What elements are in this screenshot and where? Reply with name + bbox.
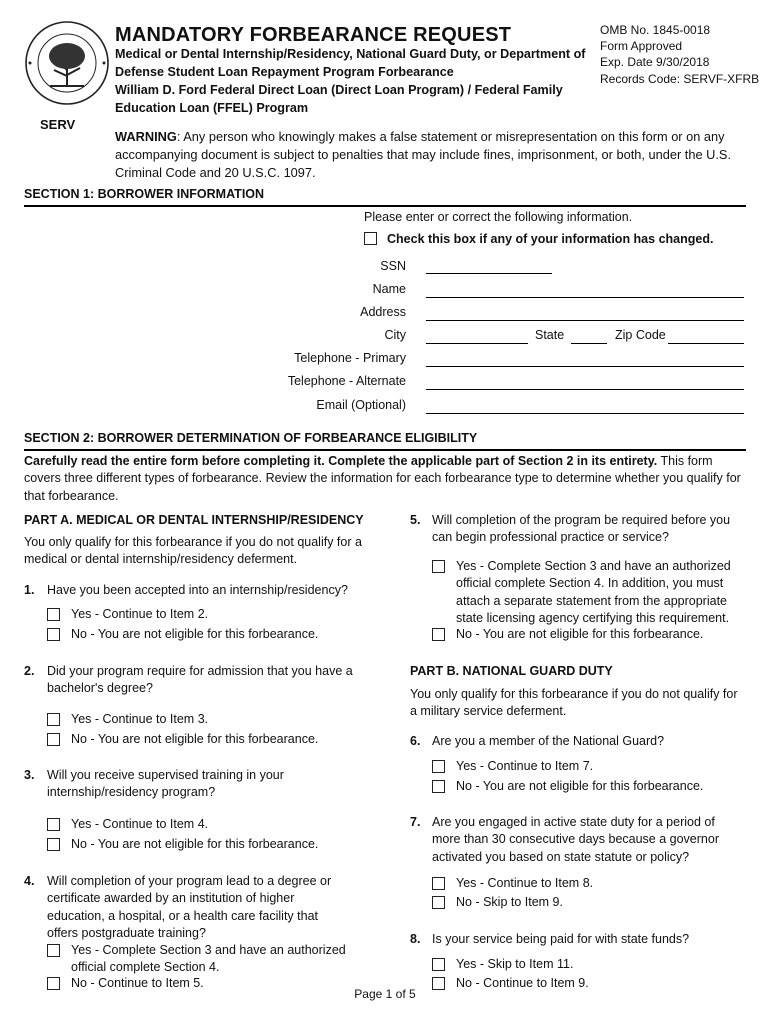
tel-alternate-field[interactable]: [426, 389, 744, 390]
form-subtitle: Medical or Dental Internship/Residency, National Guard Duty, or Department of Defense Student Loan Repayment Program Forbearance William D. Ford Federal Direct Loan (Direct Loan Program) / Federal Family Education Loan (FFEL) Program: [115, 47, 586, 115]
item3-yes-option[interactable]: Yes - Continue to Item 4.: [47, 816, 367, 833]
item1-no-option[interactable]: No - You are not eligible for this forbearance.: [47, 626, 367, 643]
item8-yes-option[interactable]: Yes - Skip to Item 11.: [432, 956, 746, 973]
item7-yes-option[interactable]: Yes - Continue to Item 8.: [432, 875, 746, 892]
item2-no-option[interactable]: No - You are not eligible for this forbearance.: [47, 731, 367, 748]
checkbox[interactable]: [432, 877, 445, 890]
item-number: 7.: [410, 815, 421, 829]
checkbox[interactable]: [432, 896, 445, 909]
item6-question: Are you a member of the National Guard?: [432, 734, 665, 748]
email-label: Email (Optional): [316, 398, 406, 412]
checkbox[interactable]: [47, 733, 60, 746]
checkbox[interactable]: [364, 232, 377, 245]
checkbox[interactable]: [47, 838, 60, 851]
item3-no-option[interactable]: No - You are not eligible for this forbearance.: [47, 836, 367, 853]
name-label: Name: [372, 282, 406, 296]
state-label: State: [535, 328, 565, 342]
tel-alternate-label: Telephone - Alternate: [287, 374, 406, 388]
item5-no-option[interactable]: No - You are not eligible for this forbearance.: [432, 626, 746, 643]
omb-info: OMB No. 1845-0018 Form Approved Exp. Date 9/30/2018 Records Code: SERVF-XFRB: [600, 23, 760, 86]
checkbox[interactable]: [47, 818, 60, 831]
tel-primary-label: Telephone - Primary: [294, 351, 406, 365]
city-field[interactable]: [426, 343, 528, 344]
item-number: 3.: [24, 768, 35, 782]
item-number: 1.: [24, 583, 35, 597]
item4-question: Will completion of your program lead to a degree or certificate awarded by an institution of higher education, a hospital, or a health care facility that offers postgraduate training?: [47, 874, 332, 940]
checkbox[interactable]: [432, 560, 445, 573]
checkbox[interactable]: [47, 944, 60, 957]
email-field[interactable]: [426, 413, 744, 414]
item8-no-option[interactable]: No - Continue to Item 9.: [432, 975, 746, 992]
item-number: 5.: [410, 513, 421, 527]
ssn-label: SSN: [380, 259, 406, 273]
ssn-field[interactable]: [426, 273, 552, 274]
checkbox[interactable]: [432, 628, 445, 641]
checkbox[interactable]: [47, 713, 60, 726]
address-label: Address: [360, 305, 406, 319]
item6-no-option[interactable]: No - You are not eligible for this forbearance.: [432, 778, 746, 795]
item-number: 4.: [24, 874, 35, 888]
form-title: MANDATORY FORBEARANCE REQUEST: [115, 24, 512, 46]
zip-label: Zip Code: [615, 328, 666, 342]
item7-question: Are you engaged in active state duty for a period of more than 30 consecutive days because a governor activated you based on state statute or policy?: [432, 815, 719, 864]
city-label: City: [384, 328, 406, 342]
checkbox[interactable]: [432, 780, 445, 793]
partA-heading: PART A. MEDICAL OR DENTAL INTERNSHIP/RESIDENCY: [24, 513, 364, 527]
item1-question: Have you been accepted into an internship/residency?: [47, 583, 348, 597]
item5-yes-option[interactable]: Yes - Complete Section 3 and have an authorized official complete Section 4. In addition, you must attach a separate statement from the appropriate state licensing agency certifying this requirement.: [432, 558, 746, 627]
item6-yes-option[interactable]: Yes - Continue to Item 7.: [432, 758, 746, 775]
item-number: 6.: [410, 734, 421, 748]
section2-intro: Carefully read the entire form before completing it. Complete the applicable part of Section 2 in its entirety. This form covers three different types of forbearance. Review the information for each forbearance type to determine whether you qualify for that forbearance.: [24, 454, 741, 503]
item1-yes-option[interactable]: Yes - Continue to Item 2.: [47, 606, 367, 623]
item3-question: Will you receive supervised training in your internship/residency program?: [47, 768, 284, 800]
department-of-education-seal-icon: [24, 20, 110, 106]
page-number: Page 1 of 5: [354, 987, 416, 1001]
item7-no-option[interactable]: No - Skip to Item 9.: [432, 894, 746, 911]
address-field[interactable]: [426, 320, 744, 321]
checkbox[interactable]: [47, 628, 60, 641]
checkbox[interactable]: [432, 760, 445, 773]
item-number: 8.: [410, 932, 421, 946]
info-changed-checkbox[interactable]: Check this box if any of your information has changed.: [364, 231, 713, 248]
name-field[interactable]: [426, 297, 744, 298]
item2-yes-option[interactable]: Yes - Continue to Item 3.: [47, 711, 367, 728]
state-field[interactable]: [571, 343, 607, 344]
warning-text: WARNING: Any person who knowingly makes a false statement or misrepresentation on this form or on any accompanying document is subject to penalties that may include fines, imprisonment, or both, under the U.S. Criminal Code and 20 U.S.C. 1097.: [115, 129, 732, 180]
item-number: 2.: [24, 664, 35, 678]
item8-question: Is your service being paid for with state funds?: [432, 932, 690, 946]
section1-instruction: Please enter or correct the following information.: [364, 210, 633, 224]
checkbox[interactable]: [432, 958, 445, 971]
item4-yes-option[interactable]: Yes - Complete Section 3 and have an authorized official complete Section 4.: [47, 942, 367, 977]
tel-primary-field[interactable]: [426, 366, 744, 367]
partA-description: You only qualify for this forbearance if you do not qualify for a medical or dental internship/residency deferment.: [24, 535, 362, 567]
section2-heading: SECTION 2: BORROWER DETERMINATION OF FORBEARANCE ELIGIBILITY: [24, 430, 746, 451]
item4-no-option[interactable]: No - Continue to Item 5.: [47, 975, 367, 992]
section1-heading: SECTION 1: BORROWER INFORMATION: [24, 186, 746, 207]
zip-field[interactable]: [668, 343, 744, 344]
item5-question: Will completion of the program be required before you can begin professional practice or service?: [432, 513, 731, 545]
form-code: SERV: [40, 117, 76, 132]
partB-description: You only qualify for this forbearance if you do not qualify for a military service deferment.: [410, 687, 738, 719]
item2-question: Did your program require for admission that you have a bachelor's degree?: [47, 664, 353, 696]
partB-heading: PART B. NATIONAL GUARD DUTY: [410, 664, 613, 678]
checkbox[interactable]: [47, 608, 60, 621]
